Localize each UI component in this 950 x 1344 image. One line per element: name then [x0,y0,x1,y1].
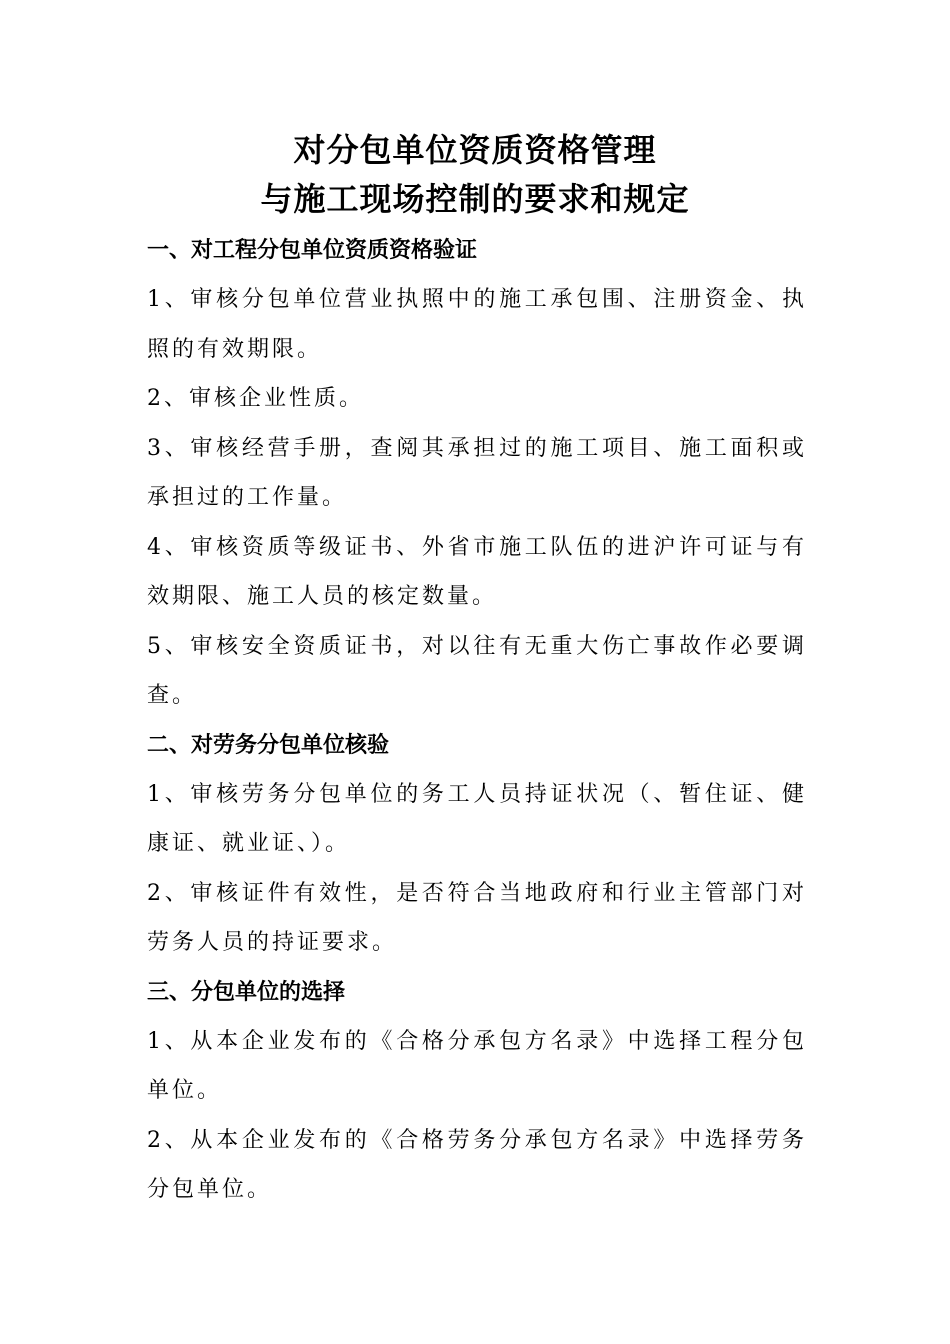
paragraph-item: 1、从本企业发布的《合格分承包方名录》中选择工程分包单位。 [147,1028,807,1103]
section-heading: 二、对劳务分包单位核验 [147,732,390,758]
paragraph-item: 2、审核企业性质。 [147,386,364,411]
section-2 [147,721,807,968]
section-heading: 一、对工程分包单位资质资格验证 [147,238,478,263]
paragraph-item: 4、审核资质等级证书、外省市施工队伍的进沪许可证与有效期限、施工人员的核定数量。 [147,534,807,609]
paragraph-item: 5、审核安全资质证书，对以往有无重大伤亡事故作必要调查。 [147,633,807,708]
section-heading: 三、分包单位的选择 [147,979,346,1005]
document-title-line-1: 对分包单位资质资格管理 [293,131,657,169]
paragraph-item: 3、审核经营手册，查阅其承担过的施工项目、施工面积或承担过的工作量。 [147,435,807,510]
section-1 [147,226,807,721]
document-title-line-2: 与施工现场控制的要求和规定 [260,180,690,218]
document-body [147,226,807,1215]
paragraph-item: 2、审核证件有效性，是否符合当地政府和行业主管部门对劳务人员的持证要求。 [147,880,807,955]
section-3 [147,968,807,1215]
paragraph-item: 1、审核劳务分包单位的务工人员持证状况（、暂住证、健康证、就业证、）。 [147,781,807,856]
paragraph-item: 1、审核分包单位营业执照中的施工承包围、注册资金、执照的有效期限。 [147,287,807,362]
paragraph-item: 2、从本企业发布的《合格劳务分承包方名录》中选择劳务分包单位。 [147,1127,807,1202]
